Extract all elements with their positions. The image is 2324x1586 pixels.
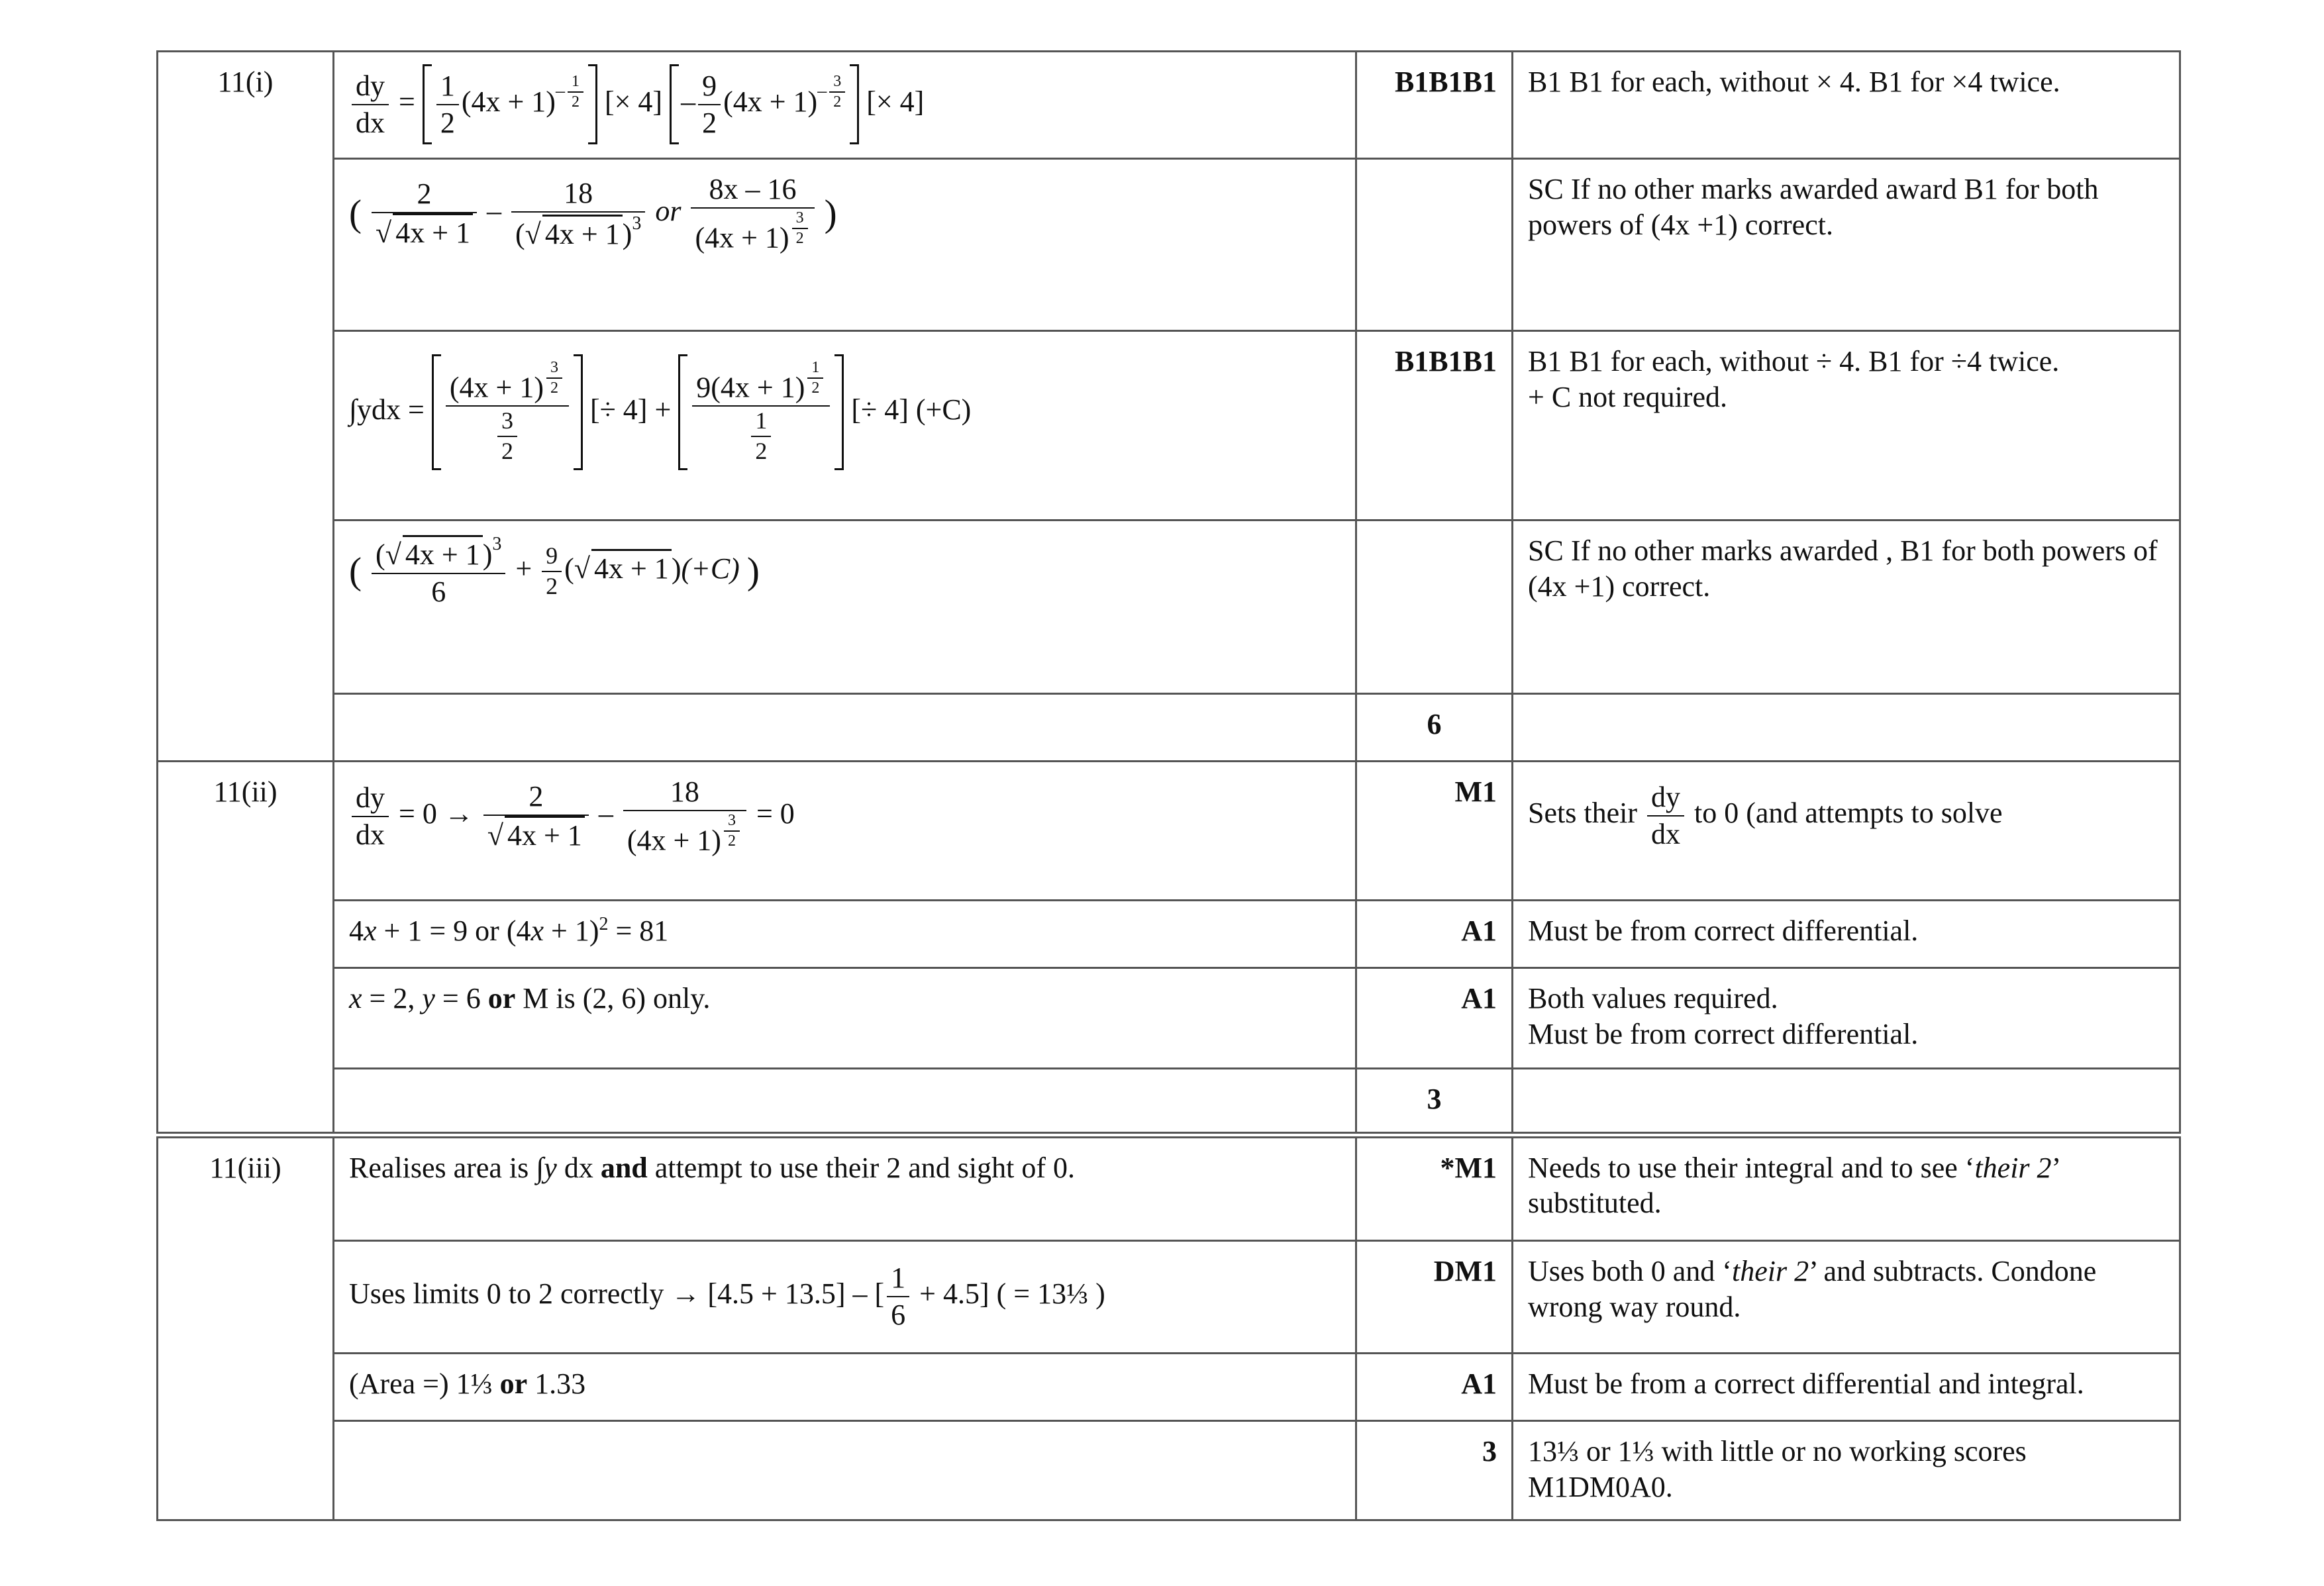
- total-row: [158, 1069, 2180, 1135]
- answer-cell: [334, 159, 1356, 331]
- integral-expression: ∫ydx = (4x + 1) $^{\frac{3}{2}}$ $\frac{3}{2}$ [÷ 4] + 9(4x + 1) $^{\frac{1}{2}}$ $\frac{1}{2}$ [÷ 4] (+C): [349, 393, 971, 426]
- mark-scheme-table: [156, 50, 2181, 1521]
- question-number: 11(iii): [158, 1135, 334, 1241]
- guidance-cell: Sets their $\frac{dy}{dx}$ to 0 (and attempts to solve: [1513, 762, 2180, 901]
- answer-cell: 4x + 1 = 9 or $(4x + 1)^2 = 81$: [334, 901, 1356, 968]
- integral-simplified: ( $\frac{(√ 4x + 1)^3}{6}$ + $\frac{9}{2}$ (√ 4x + 1)(+C) ): [349, 534, 760, 608]
- question-number: 11(ii): [158, 762, 334, 901]
- answer-cell: Realises area is ∫y dx and attempt to use their 2 and sight of 0.: [334, 1135, 1356, 1241]
- answer-cell: [334, 762, 1356, 901]
- table-row: [158, 968, 2180, 1069]
- guidance-cell: SC If no other marks awarded award B1 for both powers of (4x +1) correct.: [1513, 159, 2180, 331]
- mark-cell: B1B1B1: [1356, 52, 1513, 159]
- mark-cell: DM1: [1356, 1241, 1513, 1354]
- derivative-simplified: ( $\frac{2}{√ 4x + 1}$ – $\frac{18}{(√ 4x + 1)^3}$ or 8x – 16 (4x + 1) $^{\frac{3}{2}}$ ): [349, 173, 837, 254]
- table-row: [158, 331, 2180, 520]
- guidance-cell: 13⅓ or 1⅓ with little or no working scores M1DM0A0.: [1513, 1421, 2180, 1520]
- answer-cell: [334, 331, 1356, 520]
- total-row: [158, 694, 2180, 762]
- guidance-cell: Both values required. Must be from correct differential.: [1513, 968, 2180, 1069]
- table-row: [158, 762, 2180, 901]
- mark-cell: *M1: [1356, 1135, 1513, 1241]
- table-row: [158, 520, 2180, 694]
- total-marks: 3: [1356, 1421, 1513, 1520]
- mark-cell: A1: [1356, 968, 1513, 1069]
- derivative-expression: $\frac{dy}{dx}$ = $\frac{1}{2}$ $(4x + 1)^{- \frac{1}{2}}$ [× 4] – $\frac{9}{2}$ $(4x + 1)^{- \frac{3}{2}}$ [× 4]: [349, 85, 924, 118]
- answer-cell: [334, 52, 1356, 159]
- table-row: [158, 1354, 2180, 1421]
- guidance-cell: SC If no other marks awarded , B1 for both powers of (4x +1) correct.: [1513, 520, 2180, 694]
- mark-cell: [1356, 159, 1513, 331]
- guidance-cell: Uses both 0 and ‘their 2’ and subtracts. Condone wrong way round.: [1513, 1241, 2180, 1354]
- total-row: [158, 1421, 2180, 1520]
- total-marks: 6: [1356, 694, 1513, 762]
- total-marks: 3: [1356, 1069, 1513, 1135]
- mark-cell: A1: [1356, 901, 1513, 968]
- guidance-cell: Must be from a correct differential and integral.: [1513, 1354, 2180, 1421]
- guidance-cell: Needs to use their integral and to see ‘their 2’ substituted.: [1513, 1135, 2180, 1241]
- table-row: [158, 1241, 2180, 1354]
- answer-cell: (Area =) 1⅓ or 1.33: [334, 1354, 1356, 1421]
- table-row: [158, 52, 2180, 159]
- answer-cell: x = 2, y = 6 or M is (2, 6) only.: [334, 968, 1356, 1069]
- stationary-equation: $\frac{dy}{dx}$ = 0 → $\frac{2}{√ 4x + 1}$ – 18 (4x + 1) $^{\frac{3}{2}}$ = 0: [349, 797, 795, 830]
- mark-cell: M1: [1356, 762, 1513, 901]
- guidance-cell: B1 B1 for each, without × 4. B1 for ×4 twice.: [1513, 52, 2180, 159]
- table-row: [158, 1135, 2180, 1241]
- mark-cell: B1B1B1: [1356, 331, 1513, 520]
- guidance-cell: B1 B1 for each, without ÷ 4. B1 for ÷4 twice. + C not required.: [1513, 331, 2180, 520]
- answer-cell: [334, 520, 1356, 694]
- mark-cell: A1: [1356, 1354, 1513, 1421]
- mark-scheme-sheet: [156, 50, 2179, 1521]
- table-row: [158, 901, 2180, 968]
- guidance-cell: Must be from correct differential.: [1513, 901, 2180, 968]
- table-row: [158, 159, 2180, 331]
- mark-cell: [1356, 520, 1513, 694]
- answer-cell: Uses limits 0 to 2 correctly → [4.5 + 13.5] – [ $\frac{1}{6}$ + 4.5] ( = 13⅓ ): [334, 1241, 1356, 1354]
- question-number: 11(i): [158, 52, 334, 159]
